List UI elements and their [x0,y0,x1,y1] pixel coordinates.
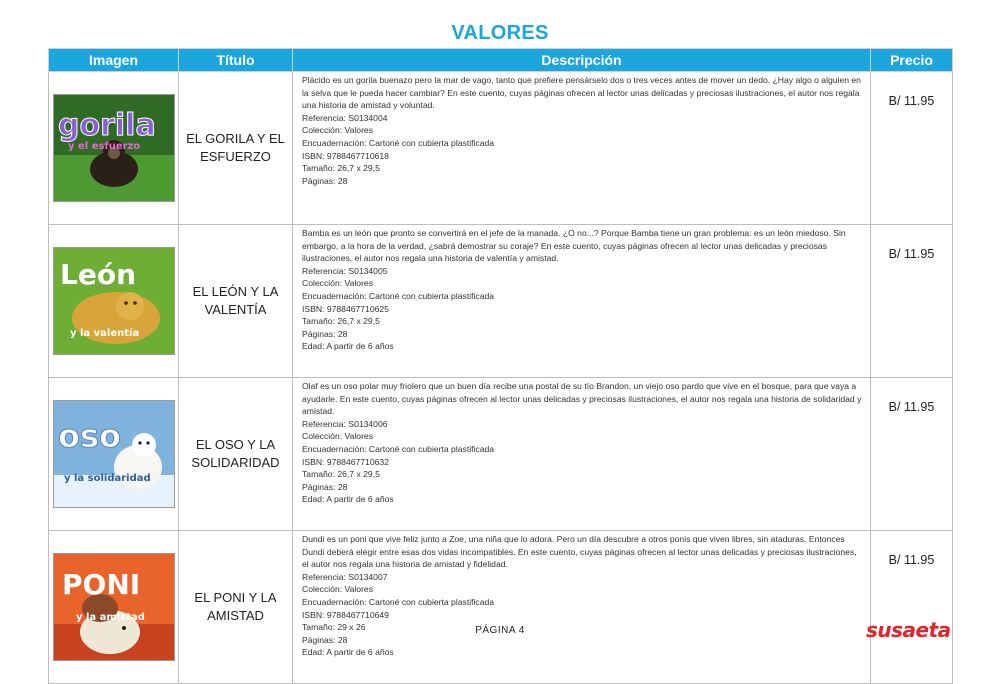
book-reference: Referencia: S0134006 [302,418,388,429]
book-age: Edad: A partir de 6 años [302,647,394,658]
table-row [49,225,953,378]
svg-text:y la valentía: y la valentía [69,328,139,339]
book-title-line2: ESFUERZO [200,149,271,164]
book-title-line2: VALENTÍA [204,302,267,317]
book-collection: Colección: Valores [302,584,374,595]
book-title-cell [179,378,293,531]
book-price: B/ 11.95 [871,72,953,225]
book-size: Tamaño: 26,7 x 29,5 [302,163,380,174]
book-title-line2: AMISTAD [207,608,264,623]
page-title: VALORES [451,22,549,44]
book-title-line1: EL LEÓN Y LA [192,284,279,299]
book-cover-oso[interactable] [53,400,175,508]
book-description: Dundi es un poni que vive feliz junto a Zoe, una niña que lo adora. Pero un día descubre a otros ponis que viven libres, sin ataduras. Entonces Dundi deberá elegir entre esas dos vidas incompatibles. En este cuento, cuyas páginas ofrecen al lector unas delicadas y preciosas ilustraciones, el autor nos regala una historia de amistad y fidelidad. [302,534,857,570]
page-number: PÁGINA 4 [475,625,525,636]
book-reference: Referencia: S0134005 [302,265,388,276]
svg-text:y la solidaridad: y la solidaridad [63,473,151,484]
book-description: Olaf es un oso polar muy friolero que un buen día recibe una postal de su tío Brandon, un viejo oso pardo que vive en el bosque, para que vaya a ayudarle. En este cuento, cuyas páginas ofrecen al lector unas delicadas y preciosas ilustraciones, el autor nos regala una historia de solidaridad y amistad. [302,381,862,417]
book-description: Bamba es un león que pronto se convertirá en el jefe de la manada. ¿O no...? Porque Bamba tiene un gran problema: es un león miedoso. Sin embargo, a la hora de la verdad, ¿sabrá demostrar su coraje? En este cuento, cuyas páginas ofrecen al lector unas delicadas y preciosas ilustraciones, el autor nos regala una historia de valentía y amistad. [302,228,846,264]
book-price: B/ 11.95 [871,225,953,378]
book-title-line1: EL PONI Y LA [194,590,277,605]
book-age: Edad: A partir de 6 años [302,494,394,505]
book-size: Tamaño: 26,7 x 29,5 [302,316,380,327]
book-binding: Encuadernación: Cartoné con cubierta plastificada [302,443,495,454]
book-isbn: ISBN: 9788467710649 [302,609,389,620]
book-title-cell [179,72,293,225]
book-reference: Referencia: S0134004 [302,112,388,123]
column-header-titulo: Título [179,49,293,72]
book-collection: Colección: Valores [302,278,374,289]
book-binding: Encuadernación: Cartoné con cubierta plastificada [302,290,495,301]
book-reference: Referencia: S0134007 [302,571,388,582]
book-title-cell [179,225,293,378]
book-title-line2: SOLIDARIDAD [191,455,280,470]
image-cell [49,378,179,531]
brand-logo: susaeta [866,618,951,642]
book-age: Edad: A partir de 6 años [302,341,394,352]
book-size: Tamaño: 29 x 26 [302,622,366,633]
table-row [49,378,953,531]
book-isbn: ISBN: 9788467710632 [302,456,389,467]
book-pages: Páginas: 28 [302,634,348,645]
book-title-line1: EL GORILA Y EL [186,131,285,146]
book-pages: Páginas: 28 [302,175,348,186]
catalog-table [48,48,953,684]
book-collection: Colección: Valores [302,431,374,442]
book-title-line1: EL OSO Y LA [195,437,276,452]
image-cell [49,531,179,684]
book-title-cell [179,531,293,684]
description-cell [293,531,871,684]
book-cover-poni[interactable] [53,553,175,661]
book-binding: Encuadernación: Cartoné con cubierta plastificada [302,596,495,607]
image-cell [49,225,179,378]
description-cell [293,72,871,225]
cover-title-text: PONI [61,568,140,601]
description-cell [293,225,871,378]
column-header-imagen: Imagen [49,49,179,72]
book-isbn: ISBN: 9788467710625 [302,303,389,314]
table-row [49,72,953,225]
book-collection: Colección: Valores [302,125,374,136]
book-binding: Encuadernación: Cartoné con cubierta plastificada [302,137,495,148]
description-cell [293,378,871,531]
cover-title-text: gorila [57,108,156,143]
svg-text:y la amistad: y la amistad [75,612,145,623]
book-cover-gorila[interactable] [53,94,175,202]
table-row [49,531,953,684]
book-price: B/ 11.95 [871,378,953,531]
column-header-descripcion: Descripción [293,49,871,72]
book-pages: Páginas: 28 [302,328,348,339]
table-header-row [49,49,953,72]
column-header-precio: Precio [871,49,953,72]
book-cover-leon[interactable] [53,247,175,355]
book-size: Tamaño: 26,7 x 29,5 [302,469,380,480]
book-description: Plácido es un gorila buenazo pero la mar de vago, tanto que prefiere pensárselo dos o tres veces antes de mover un dedo. ¿Hay algo o alguien en la selva que le pueda hacer cambiar? En este cuento, cuyas páginas ofrecen al lector unas delicadas y preciosas ilustraciones, el autor nos regala una historia de amistad y voluntad. [302,75,861,111]
svg-text:y el esfuerzo: y el esfuerzo [67,141,140,152]
book-pages: Páginas: 28 [302,481,348,492]
book-isbn: ISBN: 9788467710618 [302,150,389,161]
book-price: B/ 11.95 [871,531,953,684]
cover-title-text: oso [57,417,121,455]
image-cell [49,72,179,225]
cover-title-text: León [59,258,136,291]
